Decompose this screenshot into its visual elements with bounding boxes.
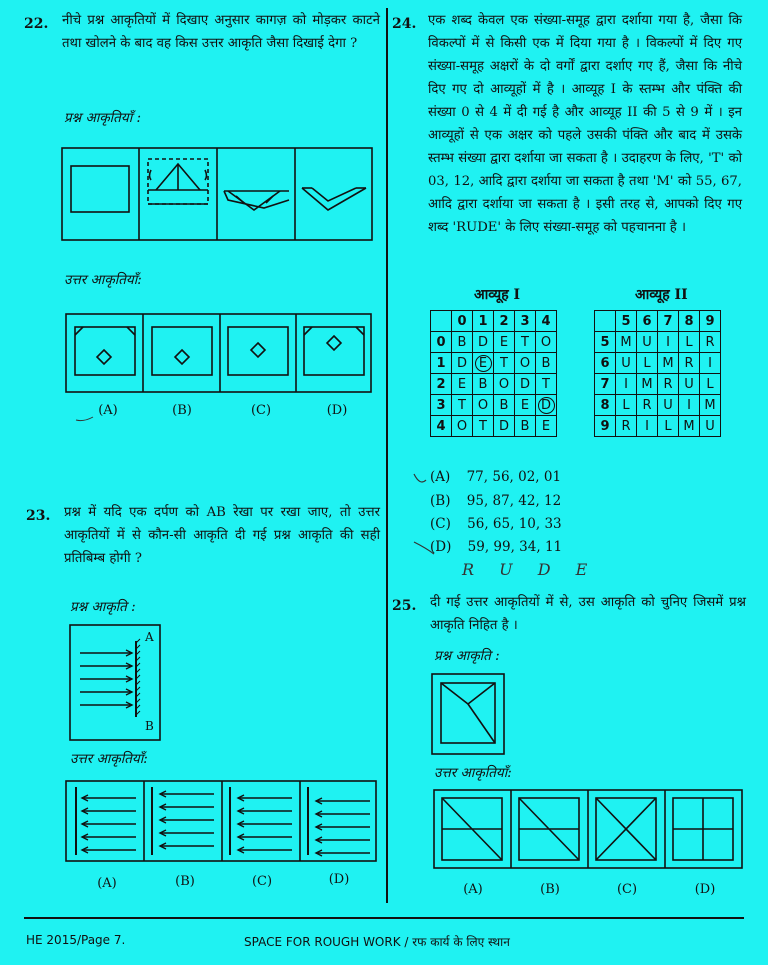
q25-text: दी गई उत्तर आकृतियों में से, उस आकृति को चुनिए जिसमें प्रश्न आकृति निहित है । (430, 595, 746, 633)
matrix1-cell: B (536, 353, 557, 374)
matrix2-corner (595, 311, 616, 332)
q25-answer-label: उत्तर आकृतियाँ: (434, 765, 512, 781)
matrix2-cell: L (637, 353, 658, 374)
q23-option-b[interactable]: (B) (175, 874, 195, 889)
matrix2-cell: M (700, 395, 721, 416)
matrix2-cell: L (658, 416, 679, 437)
matrix2-cell: R (658, 374, 679, 395)
matrix2-cell: M (658, 353, 679, 374)
q23-question-label: प्रश्न आकृति : (70, 599, 136, 615)
q23-number: 23. (26, 508, 51, 524)
matrix2-cell: R (616, 416, 637, 437)
matrix2-row-header: 7 (595, 374, 616, 395)
matrix2-cell: U (700, 416, 721, 437)
q25-answer-figures (434, 790, 742, 868)
q23-text: प्रश्न में यदि एक दर्पण को AB रेखा पर रखा जाए, तो उत्तर आकृतियों में से कौन-सी आकृति दी गई प्रश्न आकृति की सही प्रतिबिम्ब होगी ? (64, 505, 380, 566)
q23-mirror-label-b: B (145, 719, 154, 733)
matrix1-cell: O (473, 395, 494, 416)
q22-option-a[interactable]: (A) (98, 403, 118, 418)
matrix1-cell: T (515, 332, 536, 353)
matrix1-col-header: 1 (473, 311, 494, 332)
matrix2-cell: M (637, 374, 658, 395)
footer-rule (24, 917, 744, 919)
q23-option-d[interactable]: (D) (328, 872, 350, 887)
q25-option-a[interactable]: (A) (463, 882, 483, 897)
matrix1-cell: B (494, 395, 515, 416)
matrix2-cell: I (616, 374, 637, 395)
matrix2-row-header: 9 (595, 416, 616, 437)
q22-answer-figures (66, 314, 371, 392)
q24-number: 24. (392, 16, 417, 32)
matrix2-cell: U (637, 332, 658, 353)
matrix2-cell: U (658, 395, 679, 416)
matrix1-col-header: 2 (494, 311, 515, 332)
matrix1-corner (431, 311, 452, 332)
footer-rough-work: SPACE FOR ROUGH WORK / रफ कार्य के लिए स्थान (244, 935, 510, 949)
matrix1-cell: E (452, 374, 473, 395)
matrix-1 (430, 310, 557, 437)
q22-question-figures (62, 148, 372, 240)
matrix2-cell: I (658, 332, 679, 353)
q23-option-a[interactable]: (A) (97, 876, 117, 891)
q25-option-c[interactable]: (C) (616, 882, 638, 897)
matrix2-cell: I (637, 416, 658, 437)
matrix2-cell: I (679, 395, 700, 416)
q22-option-b[interactable]: (B) (172, 403, 192, 418)
q22-text: नीचे प्रश्न आकृतियों में दिखाए अनुसार कागज़ को मोड़कर काटने तथा खोलने के बाद वह किस उत्तर आकृति जैसा दिखाई देगा ? (62, 13, 380, 51)
matrix1-row-header: 0 (431, 332, 452, 353)
matrix2-cell: L (679, 332, 700, 353)
q22-option-d[interactable]: (D) (326, 403, 348, 418)
matrix1-cell: O (494, 374, 515, 395)
q23-option-c[interactable]: (C) (251, 874, 273, 889)
matrix2-cell: U (679, 374, 700, 395)
q25-question-label: प्रश्न आकृति : (434, 648, 500, 664)
q23-mirror-label-a: A (145, 630, 154, 644)
matrix2-cell: L (616, 395, 637, 416)
matrix1-cell: T (494, 353, 515, 374)
choice-label: (D) (430, 539, 452, 555)
matrix1-cell: E (473, 353, 494, 374)
matrix1-cell: O (515, 353, 536, 374)
matrix1-cell: B (473, 374, 494, 395)
matrix2-cell: R (700, 332, 721, 353)
matrix2-cell: R (679, 353, 700, 374)
matrix2-col-header: 6 (637, 311, 658, 332)
q24-handwritten-note: R U D E (462, 560, 598, 579)
q25-option-b[interactable]: (B) (540, 882, 560, 897)
matrix1-cell: D (452, 353, 473, 374)
matrix1-cell: T (452, 395, 473, 416)
matrix2-col-header: 5 (616, 311, 637, 332)
matrix2-cell: M (679, 416, 700, 437)
matrix1-col-header: 4 (536, 311, 557, 332)
matrix2-cell: M (616, 332, 637, 353)
choice-label: (B) (430, 493, 451, 509)
column-divider (386, 8, 388, 903)
q22-option-c[interactable]: (C) (250, 403, 272, 418)
q23-answer-label: उत्तर आकृतियाँ: (70, 751, 148, 767)
matrix1-cell: D (473, 332, 494, 353)
q23-answer-figures (66, 781, 376, 861)
q22-pencil-mark (75, 414, 95, 422)
choice-label: (A) (430, 469, 451, 485)
matrix2-row-header: 6 (595, 353, 616, 374)
matrix1-row-header: 4 (431, 416, 452, 437)
choice-label: (C) (430, 516, 451, 532)
matrix1-cell: T (473, 416, 494, 437)
choice-value: 59, 99, 34, 11 (467, 539, 563, 555)
matrix1-cell: E (536, 416, 557, 437)
q24-text: एक शब्द केवल एक संख्या-समूह द्वारा दर्शाया गया है, जैसा कि विकल्पों में से किसी एक में दिया गया है । विकल्पों में दिए गए संख्या-समूह अक्षरों के दो वर्गों द्वारा दर्शाए गए हैं, जैसा कि नीचे दिए गए दो आव्यूहों में है । आव्यूह I के स्तम्भ और पंक्ति की संख्या 0 से 4 में दी गई है और आव्यूह II की 5 से 9 में । इन आव्यूहों से एक अक्षर को पहले उसकी पंक्ति और बाद में उसके स्तम्भ संख्या द्वारा दर्शाया जा सकता है । उदाहरण के लिए, 'T' को 03, 12, आदि द्वारा दर्शाया जा सकता है तथा 'M' को 55, 67, आदि द्वारा दर्शाया जा सकता है । इसी तरह से, आपको दिए गए शब्द 'RUDE' के लिए संख्या-समूह को पहचानना है । (428, 13, 742, 235)
matrix2-title: आव्यूह II (635, 287, 688, 303)
q25-option-d[interactable]: (D) (694, 882, 716, 897)
matrix1-col-header: 3 (515, 311, 536, 332)
matrix1-cell: B (452, 332, 473, 353)
footer-page: HE 2015/Page 7. (26, 933, 126, 947)
matrix1-cell: E (494, 332, 515, 353)
q25-question-figure (432, 674, 504, 754)
matrix1-title: आव्यूह I (474, 287, 521, 303)
matrix2-cell: L (700, 374, 721, 395)
q24-tick-marks (412, 466, 452, 556)
matrix1-cell: B (515, 416, 536, 437)
matrix2-cell: R (637, 395, 658, 416)
matrix-2 (594, 310, 721, 437)
matrix1-cell: D (515, 374, 536, 395)
matrix2-col-header: 7 (658, 311, 679, 332)
choice-value: 77, 56, 02, 01 (466, 469, 562, 485)
matrix1-cell: O (536, 332, 557, 353)
choice-value: 95, 87, 42, 12 (466, 493, 562, 509)
matrix2-row-header: 8 (595, 395, 616, 416)
matrix1-cell: O (452, 416, 473, 437)
matrix1-cell: D (494, 416, 515, 437)
matrix1-row-header: 2 (431, 374, 452, 395)
choice-value: 56, 65, 10, 33 (467, 516, 562, 532)
matrix1-col-header: 0 (452, 311, 473, 332)
matrix1-cell: T (536, 374, 557, 395)
matrix1-row-header: 3 (431, 395, 452, 416)
matrix1-cell: D (536, 395, 557, 416)
matrix2-row-header: 5 (595, 332, 616, 353)
q22-answer-label: उत्तर आकृतियाँ: (64, 272, 142, 288)
q22-number: 22. (24, 16, 49, 32)
matrix1-row-header: 1 (431, 353, 452, 374)
matrix2-cell: I (700, 353, 721, 374)
q22-question-label: प्रश्न आकृतियाँ : (64, 110, 142, 126)
q25-number: 25. (392, 598, 417, 614)
matrix2-col-header: 9 (700, 311, 721, 332)
matrix1-cell: E (515, 395, 536, 416)
matrix2-col-header: 8 (679, 311, 700, 332)
matrix2-cell: U (616, 353, 637, 374)
